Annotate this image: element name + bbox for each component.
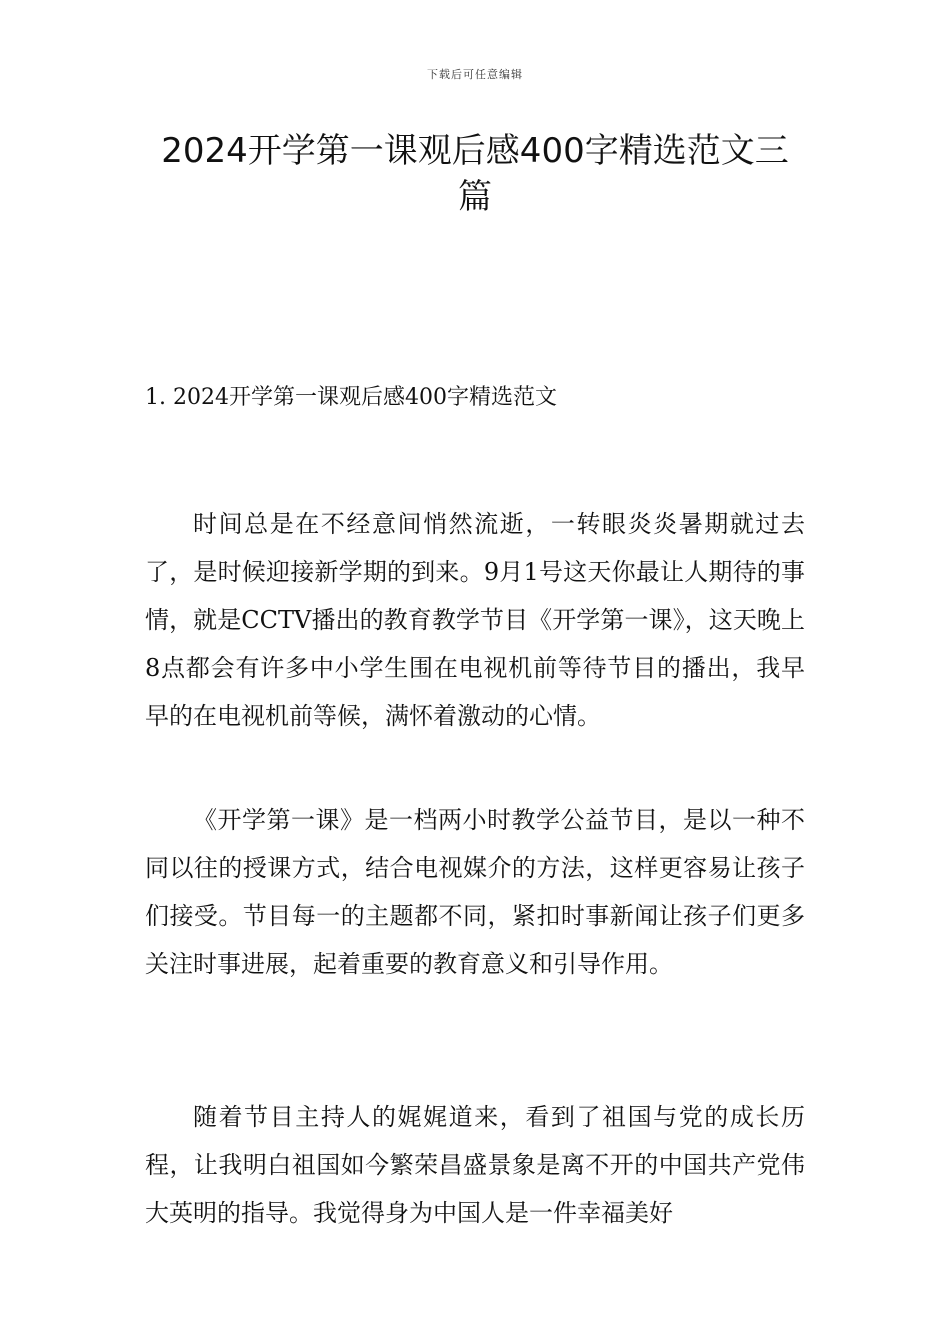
body-paragraph-1: 时间总是在不经意间悄然流逝，一转眼炎炎暑期就过去了，是时候迎接新学期的到来。9月1号这天你最让人期待的事情，就是CCTV播出的教育教学节目《开学第一课》，这天晚上8点都会有许多中小学生围在电视机前等待节目的播出，我早早的在电视机前等候，满怀着激动的心情。 (145, 510, 805, 730)
document-title: 2024开学第一课观后感400字精选范文三篇 (161, 131, 789, 217)
body-paragraph-2: 《开学第一课》是一档两小时教学公益节目，是以一种不同以往的授课方式，结合电视媒介的方法，这样更容易让孩子们接受。节目每一的主题都不同，紧扣时事新闻让孩子们更多关注时事进展，起着重要的教育意义和引导作用。 (145, 806, 805, 978)
body-paragraph-3: 随着节目主持人的娓娓道来，看到了祖国与党的成长历程，让我明白祖国如今繁荣昌盛景象是离不开的中国共产党伟大英明的指导。我觉得身为中国人是一件幸福美好 (145, 1103, 805, 1227)
section-heading: 1. 2024开学第一课观后感400字精选范文 (145, 385, 557, 410)
header-note: 下载后可任意编辑 (427, 68, 523, 81)
